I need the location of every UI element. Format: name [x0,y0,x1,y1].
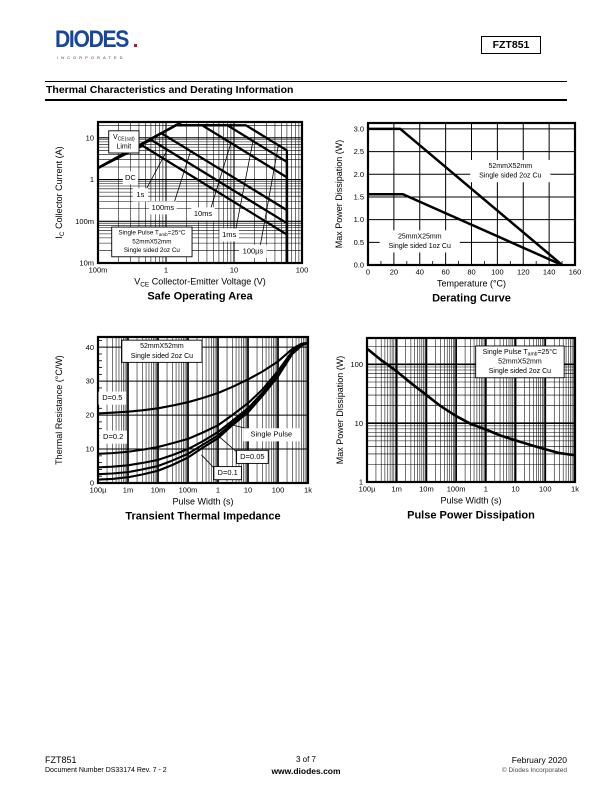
svg-text:D=0.2: D=0.2 [103,432,124,442]
svg-text:52mmX52mm: 52mmX52mm [140,343,184,351]
svg-text:DC: DC [125,172,136,182]
svg-text:Transient Thermal Impedance: Transient Thermal Impedance [125,510,281,523]
svg-text:52mmX52mm: 52mmX52mm [132,238,172,246]
svg-text:1.5: 1.5 [353,192,364,202]
logo-brand-text: DIODES [55,26,129,53]
svg-text:IC Collector Current (A): $I_C$ Collector Current (A) [54,146,66,239]
svg-text:Max Power Dissipation (W): Max Power Dissipation (W) [335,355,345,465]
svg-text:100: 100 [350,359,363,369]
svg-text:160: 160 [568,267,582,277]
svg-text:1k: 1k [304,485,312,495]
safe-operating-area-plot [40,108,320,315]
svg-text:Limit: Limit [116,143,132,151]
svg-text:10: 10 [85,133,94,143]
svg-text:100µs: 100µs [242,246,264,256]
svg-text:Thermal Resistance (°C/W): Thermal Resistance (°C/W) [54,355,64,465]
svg-text:Derating Curve: Derating Curve [432,292,511,305]
svg-text:25mmX25mm: 25mmX25mm [397,233,442,241]
svg-text:D=0.05: D=0.05 [240,451,265,461]
logo-red-dot-icon [134,44,137,47]
pulse-power-dissipation-plot [315,323,595,530]
svg-text:1: 1 [358,477,363,487]
footer-date: February 2020 [511,755,567,765]
derating-curve-plot [315,108,595,315]
svg-text:Single sided 2oz Cu: Single sided 2oz Cu [488,368,552,376]
svg-text:1.0: 1.0 [353,215,364,225]
svg-text:Safe Operating Area: Safe Operating Area [147,290,253,303]
svg-text:30: 30 [85,376,94,386]
diodes-logo [55,26,137,60]
chart-derating-curve [315,108,595,315]
svg-text:120: 120 [516,267,530,277]
svg-text:100µ: 100µ [89,485,107,495]
svg-text:100ms: 100ms [151,202,175,212]
svg-text:10: 10 [354,418,363,428]
svg-text:0.0: 0.0 [353,260,364,270]
svg-text:10: 10 [229,265,239,275]
svg-text:1s: 1s [136,189,145,199]
svg-text:Single sided 1oz Cu: Single sided 1oz Cu [388,242,451,250]
svg-text:100µ: 100µ [358,484,376,494]
svg-text:0: 0 [365,267,371,277]
svg-text:Single sided 2oz Cu: Single sided 2oz Cu [130,352,194,360]
svg-text:Single Pulse: Single Pulse [250,429,293,439]
svg-text:10: 10 [85,444,94,454]
section-heading: Thermal Characteristics and Derating Information [45,81,567,101]
svg-text:100m: 100m [88,265,108,275]
svg-text:10: 10 [511,484,520,494]
svg-text:100m: 100m [75,216,94,226]
svg-text:10m: 10m [150,485,166,495]
footer-right [502,755,567,774]
footer-page-number: 3 of 7 [295,755,316,764]
svg-text:40: 40 [85,342,94,352]
svg-text:80: 80 [467,267,476,277]
svg-text:1k: 1k [571,484,579,494]
svg-text:3.0: 3.0 [353,124,364,134]
svg-text:1: 1 [163,265,169,275]
svg-text:0.5: 0.5 [353,237,364,247]
footer-part-number: FZT851 [45,755,77,765]
svg-text:20: 20 [389,267,399,277]
svg-text:60: 60 [441,267,450,277]
svg-text:10m: 10m [419,484,434,494]
chart-transient-thermal-impedance [40,323,320,530]
svg-text:Single sided 2oz Cu: Single sided 2oz Cu [123,247,180,255]
svg-text:1m: 1m [391,484,402,494]
svg-text:20: 20 [85,410,94,420]
footer-copyright: © Diodes Incorporated [501,767,567,774]
logo-brand-row [55,26,137,53]
svg-text:10m: 10m [79,258,94,268]
svg-text:100: 100 [491,267,504,277]
footer-website-link[interactable]: www.diodes.com [271,766,341,776]
svg-text:1ms: 1ms [222,229,237,239]
svg-text:Pulse Width (s): Pulse Width (s) [172,496,234,507]
svg-text:2.5: 2.5 [353,147,364,157]
svg-text:52mmX52mm: 52mmX52mm [498,358,542,366]
svg-text:0: 0 [89,478,94,488]
logo-incorporated-text: INCORPORATED [57,55,126,60]
svg-text:100: 100 [539,484,552,494]
svg-text:1m: 1m [122,485,134,495]
svg-text:D=0.5: D=0.5 [102,393,123,403]
svg-text:140: 140 [542,267,556,277]
svg-text:1: 1 [89,175,94,185]
footer-document-number: Document Number DS33174 Rev. 7 - 2 [45,767,167,774]
svg-text:10ms: 10ms [193,208,213,218]
svg-text:1: 1 [483,484,488,494]
svg-text:Single Pulse Tamb=25°C: Single Pulse $T_{amb}=25^\circ C$ [118,229,186,237]
svg-text:100: 100 [271,485,285,495]
svg-text:Pulse Width (s): Pulse Width (s) [440,495,502,506]
svg-text:10: 10 [243,485,253,495]
chart-pulse-power-dissipation [315,323,595,530]
svg-text:D=0.1: D=0.1 [217,468,238,478]
svg-text:100m: 100m [446,484,466,494]
svg-text:VCE(sat): $V_{CE(sat)}$ [112,133,135,143]
svg-text:2.0: 2.0 [353,169,364,179]
transient-thermal-impedance-plot [40,323,320,530]
svg-text:VCE Collector-Emitter Voltage: $V_{CE}$ Collector-Emitter Voltage (V) [134,276,266,289]
svg-text:1: 1 [215,485,221,495]
svg-text:Single sided 2oz Cu: Single sided 2oz Cu [479,172,542,180]
svg-text:Single Pulse Tamb=25°C: Single Pulse $T_{amb}=25^\circ C$ [482,348,558,358]
svg-text:Pulse Power Dissipation: Pulse Power Dissipation [407,509,535,522]
svg-text:100m: 100m [178,485,198,495]
chart-safe-operating-area [40,108,320,315]
part-number-box: FZT851 [481,36,541,54]
svg-text:Max Power Dissipation (W): Max Power Dissipation (W) [334,139,344,249]
svg-text:100: 100 [295,265,309,275]
svg-text:Temperature (°C): Temperature (°C) [436,278,507,289]
svg-text:40: 40 [415,267,424,277]
svg-text:52mmX52mm: 52mmX52mm [488,162,533,170]
